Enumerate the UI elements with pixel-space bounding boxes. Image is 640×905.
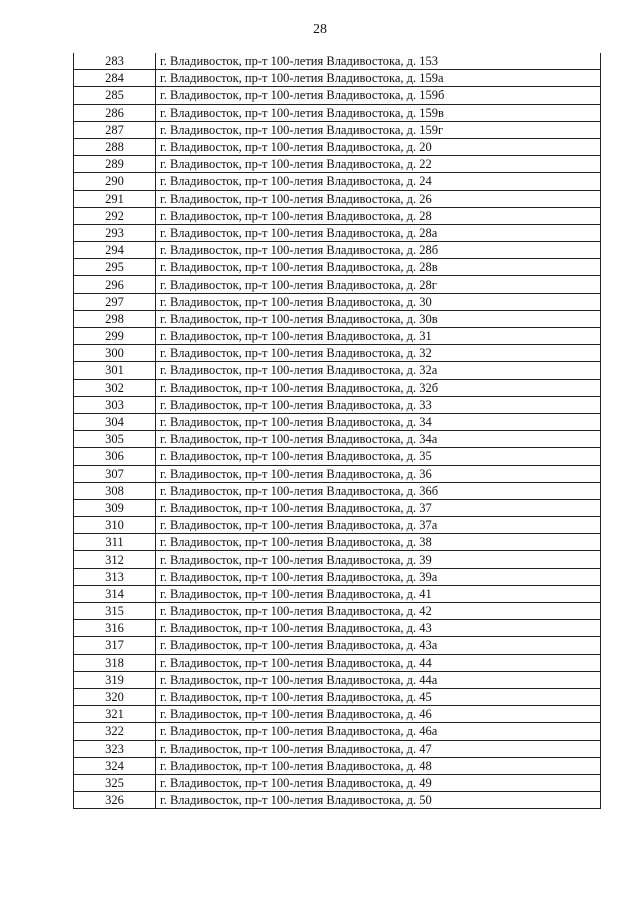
table-row: [74, 138, 601, 155]
row-number: 308: [74, 482, 156, 499]
row-number: 320: [74, 688, 156, 705]
table-row: [74, 173, 601, 190]
table-row: [74, 207, 601, 224]
table-row: [74, 121, 601, 138]
table-row: [74, 259, 601, 276]
table-row: [74, 792, 601, 809]
table-row: [74, 688, 601, 705]
table-row: [74, 104, 601, 121]
row-address: г. Владивосток, пр-т 100-летия Владивостока, д. 20: [156, 138, 601, 155]
row-address: г. Владивосток, пр-т 100-летия Владивостока, д. 28в: [156, 259, 601, 276]
row-address: г. Владивосток, пр-т 100-летия Владивостока, д. 50: [156, 792, 601, 809]
table-row: [74, 413, 601, 430]
table-row: [74, 431, 601, 448]
row-number: 310: [74, 517, 156, 534]
row-number: 299: [74, 328, 156, 345]
page-number: 28: [313, 22, 327, 37]
table-row: [74, 654, 601, 671]
table-row: [74, 465, 601, 482]
row-address: г. Владивосток, пр-т 100-летия Владивостока, д. 33: [156, 396, 601, 413]
row-number: 301: [74, 362, 156, 379]
row-address: г. Владивосток, пр-т 100-летия Владивостока, д. 32а: [156, 362, 601, 379]
table-row: [74, 637, 601, 654]
table-row: [74, 379, 601, 396]
row-address: г. Владивосток, пр-т 100-летия Владивостока, д. 28б: [156, 242, 601, 259]
row-address: г. Владивосток, пр-т 100-летия Владивостока, д. 26: [156, 190, 601, 207]
table-row: [74, 482, 601, 499]
table-row: [74, 774, 601, 791]
row-number: 316: [74, 620, 156, 637]
row-number: 326: [74, 792, 156, 809]
row-number: 284: [74, 70, 156, 87]
row-address: г. Владивосток, пр-т 100-летия Владивостока, д. 37а: [156, 517, 601, 534]
row-number: 307: [74, 465, 156, 482]
row-address: г. Владивосток, пр-т 100-летия Владивостока, д. 153: [156, 53, 601, 70]
row-address: г. Владивосток, пр-т 100-летия Владивостока, д. 34: [156, 413, 601, 430]
table-row: [74, 276, 601, 293]
row-address: г. Владивосток, пр-т 100-летия Владивостока, д. 24: [156, 173, 601, 190]
row-address: г. Владивосток, пр-т 100-летия Владивостока, д. 159в: [156, 104, 601, 121]
row-address: г. Владивосток, пр-т 100-летия Владивостока, д. 47: [156, 740, 601, 757]
row-address: г. Владивосток, пр-т 100-летия Владивостока, д. 35: [156, 448, 601, 465]
row-address: г. Владивосток, пр-т 100-летия Владивостока, д. 159б: [156, 87, 601, 104]
row-number: 315: [74, 603, 156, 620]
row-address: г. Владивосток, пр-т 100-летия Владивостока, д. 30в: [156, 310, 601, 327]
table-row: [74, 53, 601, 70]
row-address: г. Владивосток, пр-т 100-летия Владивостока, д. 28: [156, 207, 601, 224]
row-number: 289: [74, 156, 156, 173]
row-number: 286: [74, 104, 156, 121]
row-number: 311: [74, 534, 156, 551]
row-number: 288: [74, 138, 156, 155]
table-row: [74, 362, 601, 379]
row-number: 304: [74, 413, 156, 430]
row-address: г. Владивосток, пр-т 100-летия Владивостока, д. 46: [156, 706, 601, 723]
row-address: г. Владивосток, пр-т 100-летия Владивостока, д. 28а: [156, 224, 601, 241]
table-row: [74, 671, 601, 688]
table-row: [74, 396, 601, 413]
row-number: 317: [74, 637, 156, 654]
row-address: г. Владивосток, пр-т 100-летия Владивостока, д. 36: [156, 465, 601, 482]
table-row: [74, 70, 601, 87]
row-address: г. Владивосток, пр-т 100-летия Владивостока, д. 48: [156, 757, 601, 774]
table-body: [74, 53, 601, 809]
row-number: 303: [74, 396, 156, 413]
row-number: 324: [74, 757, 156, 774]
table-row: [74, 224, 601, 241]
table-row: [74, 328, 601, 345]
row-address: г. Владивосток, пр-т 100-летия Владивостока, д. 38: [156, 534, 601, 551]
row-number: 295: [74, 259, 156, 276]
row-address: г. Владивосток, пр-т 100-летия Владивостока, д. 44а: [156, 671, 601, 688]
table-row: [74, 723, 601, 740]
row-number: 291: [74, 190, 156, 207]
row-number: 312: [74, 551, 156, 568]
table-row: [74, 293, 601, 310]
row-address: г. Владивосток, пр-т 100-летия Владивостока, д. 39: [156, 551, 601, 568]
address-table: [73, 53, 601, 809]
table-row: [74, 448, 601, 465]
table-row: [74, 603, 601, 620]
table-row: [74, 190, 601, 207]
row-address: г. Владивосток, пр-т 100-летия Владивостока, д. 43а: [156, 637, 601, 654]
row-address: г. Владивосток, пр-т 100-летия Владивостока, д. 22: [156, 156, 601, 173]
row-number: 287: [74, 121, 156, 138]
row-number: 294: [74, 242, 156, 259]
row-address: г. Владивосток, пр-т 100-летия Владивостока, д. 41: [156, 585, 601, 602]
row-address: г. Владивосток, пр-т 100-летия Владивостока, д. 45: [156, 688, 601, 705]
row-address: г. Владивосток, пр-т 100-летия Владивостока, д. 31: [156, 328, 601, 345]
row-address: г. Владивосток, пр-т 100-летия Владивостока, д. 159г: [156, 121, 601, 138]
row-number: 322: [74, 723, 156, 740]
row-address: г. Владивосток, пр-т 100-летия Владивостока, д. 30: [156, 293, 601, 310]
table-row: [74, 740, 601, 757]
table-row: [74, 620, 601, 637]
table-row: [74, 242, 601, 259]
row-address: г. Владивосток, пр-т 100-летия Владивостока, д. 46а: [156, 723, 601, 740]
row-number: 318: [74, 654, 156, 671]
row-address: г. Владивосток, пр-т 100-летия Владивостока, д. 28г: [156, 276, 601, 293]
row-address: г. Владивосток, пр-т 100-летия Владивостока, д. 36б: [156, 482, 601, 499]
row-address: г. Владивосток, пр-т 100-летия Владивостока, д. 42: [156, 603, 601, 620]
row-number: 314: [74, 585, 156, 602]
row-number: 305: [74, 431, 156, 448]
row-number: 325: [74, 774, 156, 791]
row-number: 321: [74, 706, 156, 723]
row-address: г. Владивосток, пр-т 100-летия Владивостока, д. 37: [156, 499, 601, 516]
row-number: 296: [74, 276, 156, 293]
row-address: г. Владивосток, пр-т 100-летия Владивостока, д. 34а: [156, 431, 601, 448]
row-number: 297: [74, 293, 156, 310]
row-number: 309: [74, 499, 156, 516]
row-address: г. Владивосток, пр-т 100-летия Владивостока, д. 32б: [156, 379, 601, 396]
row-address: г. Владивосток, пр-т 100-летия Владивостока, д. 39а: [156, 568, 601, 585]
table-row: [74, 706, 601, 723]
row-number: 293: [74, 224, 156, 241]
row-number: 306: [74, 448, 156, 465]
row-address: г. Владивосток, пр-т 100-летия Владивостока, д. 49: [156, 774, 601, 791]
row-number: 302: [74, 379, 156, 396]
row-number: 292: [74, 207, 156, 224]
row-number: 323: [74, 740, 156, 757]
table-row: [74, 585, 601, 602]
table-row: [74, 757, 601, 774]
table-row: [74, 551, 601, 568]
row-address: г. Владивосток, пр-т 100-летия Владивостока, д. 43: [156, 620, 601, 637]
row-address: г. Владивосток, пр-т 100-летия Владивостока, д. 44: [156, 654, 601, 671]
row-number: 300: [74, 345, 156, 362]
row-number: 313: [74, 568, 156, 585]
row-number: 283: [74, 53, 156, 70]
row-address: г. Владивосток, пр-т 100-летия Владивостока, д. 159а: [156, 70, 601, 87]
table-row: [74, 345, 601, 362]
table-row: [74, 87, 601, 104]
table-row: [74, 534, 601, 551]
row-number: 285: [74, 87, 156, 104]
table-row: [74, 310, 601, 327]
row-number: 319: [74, 671, 156, 688]
row-number: 290: [74, 173, 156, 190]
table-row: [74, 568, 601, 585]
table-row: [74, 499, 601, 516]
table-row: [74, 156, 601, 173]
row-address: г. Владивосток, пр-т 100-летия Владивостока, д. 32: [156, 345, 601, 362]
table-row: [74, 517, 601, 534]
row-number: 298: [74, 310, 156, 327]
